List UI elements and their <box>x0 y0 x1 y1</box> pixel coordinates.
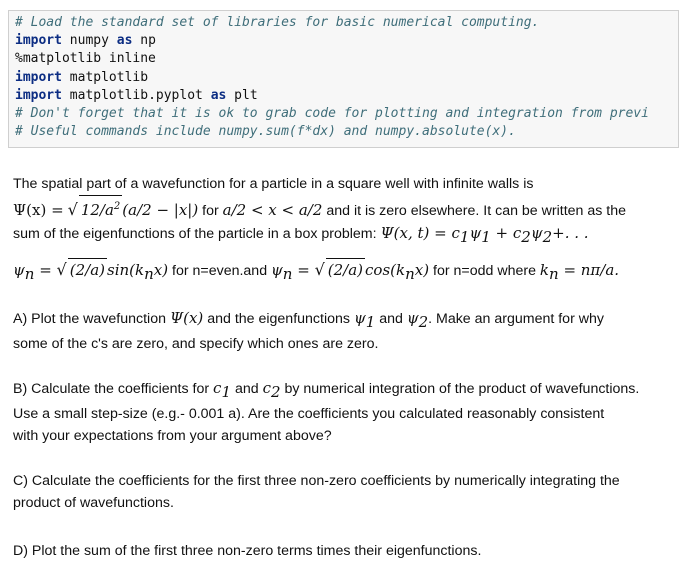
code-comment: # Load the standard set of libraries for basic numerical computing. <box>15 15 540 30</box>
code-line <box>15 87 678 105</box>
text: B) Calculate the coefficients for <box>13 381 214 397</box>
math-text: k <box>539 260 549 279</box>
math-range: a/2 < x < a/2 <box>222 201 323 219</box>
part-a-paragraph <box>13 307 681 355</box>
math-psi-x: Ψ(x) = <box>13 201 64 219</box>
math-c: c <box>213 379 222 397</box>
math-sum: Ψ(x, t) = c <box>380 224 460 242</box>
text: for <box>198 203 223 219</box>
sqrt-arg <box>79 195 122 221</box>
subscript: 2 <box>270 382 281 401</box>
subscript: n <box>282 264 293 283</box>
keyword: import <box>15 87 62 103</box>
math-psi: ψ <box>530 224 543 242</box>
math-text: = <box>292 260 315 279</box>
part-b-paragraph <box>13 377 681 447</box>
code-line <box>15 105 678 123</box>
subscript: n <box>24 264 35 283</box>
subscript: 1 <box>365 312 376 331</box>
subscript: 2 <box>521 227 531 246</box>
intro-line-4 <box>13 258 681 285</box>
math-expr: (a/2 − |x|) <box>122 201 199 219</box>
part-a-line-1 <box>13 307 681 333</box>
intro-line-1: The spatial part of a wavefunction for a particle in a square well with infinite walls is <box>13 176 534 192</box>
math-text: = nπ/a. <box>558 260 620 279</box>
math-psi: ψ <box>271 260 283 279</box>
math-text: x) <box>153 260 169 279</box>
part-c-paragraph <box>13 470 681 514</box>
math-text: cos(k <box>365 260 406 279</box>
alias: np <box>140 33 156 49</box>
text: sum of the eigenfunctions of the particle in a box problem: <box>13 226 381 242</box>
subscript: 2 <box>418 312 429 331</box>
math-c: c <box>262 379 271 397</box>
math-psi: ψ <box>353 309 366 327</box>
part-b-line-3: with your expectations from your argument above? <box>13 427 332 444</box>
module-name: matplotlib.pyplot <box>69 87 203 103</box>
module-name: numpy <box>69 33 109 49</box>
math-text: x) <box>414 260 430 279</box>
part-c-line-2: product of wavefunctions. <box>13 495 174 511</box>
intro-line-2 <box>13 195 681 222</box>
sqrt-arg: (2/a) <box>68 258 107 281</box>
math-psi: ψ <box>13 260 25 279</box>
part-b-line-1 <box>13 377 681 403</box>
code-line <box>15 14 678 32</box>
part-d-line-1: D) Plot the sum of the first three non-zero terms times their eigenfunctions. <box>13 543 482 559</box>
code-comment: # Useful commands include numpy.sum(f*dx) and numpy.absolute(x). <box>15 124 516 140</box>
code-line <box>15 32 678 50</box>
subscript: n <box>405 264 415 283</box>
part-d-paragraph <box>13 540 681 562</box>
text: . Make an argument for why <box>428 311 604 327</box>
part-b-line-2: Use a small step-size (e.g.- 0.001 a). Are the coefficients you calculated reasonably consistent <box>13 405 605 422</box>
subscript: 1 <box>481 227 491 246</box>
text: for n=even.and <box>168 262 272 279</box>
superscript: 2 <box>113 201 121 212</box>
keyword: as <box>116 33 133 49</box>
code-comment: # Don't forget that it is ok to grab code for plotting and integration from previ <box>15 106 649 122</box>
keyword: import <box>15 33 62 49</box>
subscript: 1 <box>221 382 231 401</box>
code-line <box>15 123 678 141</box>
text: and <box>375 311 407 327</box>
keyword: import <box>15 69 62 85</box>
sqrt-arg: (2/a) <box>326 258 365 281</box>
alias: plt <box>234 87 258 103</box>
math-text: 12/a <box>80 201 114 219</box>
code-cell[interactable] <box>8 10 679 148</box>
math-text: sin(k <box>107 260 145 279</box>
math-text: = <box>34 260 57 279</box>
math-psi: ψ <box>469 224 482 242</box>
text: by numerical integration of the product of wavefunctions. <box>280 381 640 397</box>
text: and the eigenfunctions <box>203 311 354 327</box>
code-line <box>15 50 678 68</box>
math-psi: ψ <box>406 309 419 327</box>
part-a-line-2: some of the c's are zero, and specify which ones are zero. <box>13 335 379 352</box>
subscript: n <box>549 264 559 283</box>
math-psi-x: Ψ(x) <box>169 309 204 327</box>
text: for n=odd where <box>429 262 540 279</box>
subscript: 2 <box>542 227 553 246</box>
math-text: +. . . <box>552 224 589 242</box>
text: and <box>231 381 263 397</box>
magic-command: %matplotlib inline <box>15 51 156 67</box>
part-c-line-1: C) Calculate the coefficients for the first three non-zero coefficients by numerically integrating the <box>13 473 620 489</box>
intro-paragraph <box>13 173 681 285</box>
text: A) Plot the wavefunction <box>13 311 170 327</box>
sqrt-icon: √ <box>67 200 78 219</box>
subscript: 1 <box>459 227 470 246</box>
intro-line-3 <box>13 222 681 248</box>
code-line <box>15 69 678 87</box>
keyword: as <box>210 87 227 103</box>
sqrt-icon: √ <box>56 259 67 279</box>
math-text: + c <box>490 224 522 242</box>
subscript: n <box>144 264 154 283</box>
sqrt-icon: √ <box>314 259 325 279</box>
text: and it is zero elsewhere. It can be written as the <box>322 203 627 219</box>
module-name: matplotlib <box>69 69 149 85</box>
